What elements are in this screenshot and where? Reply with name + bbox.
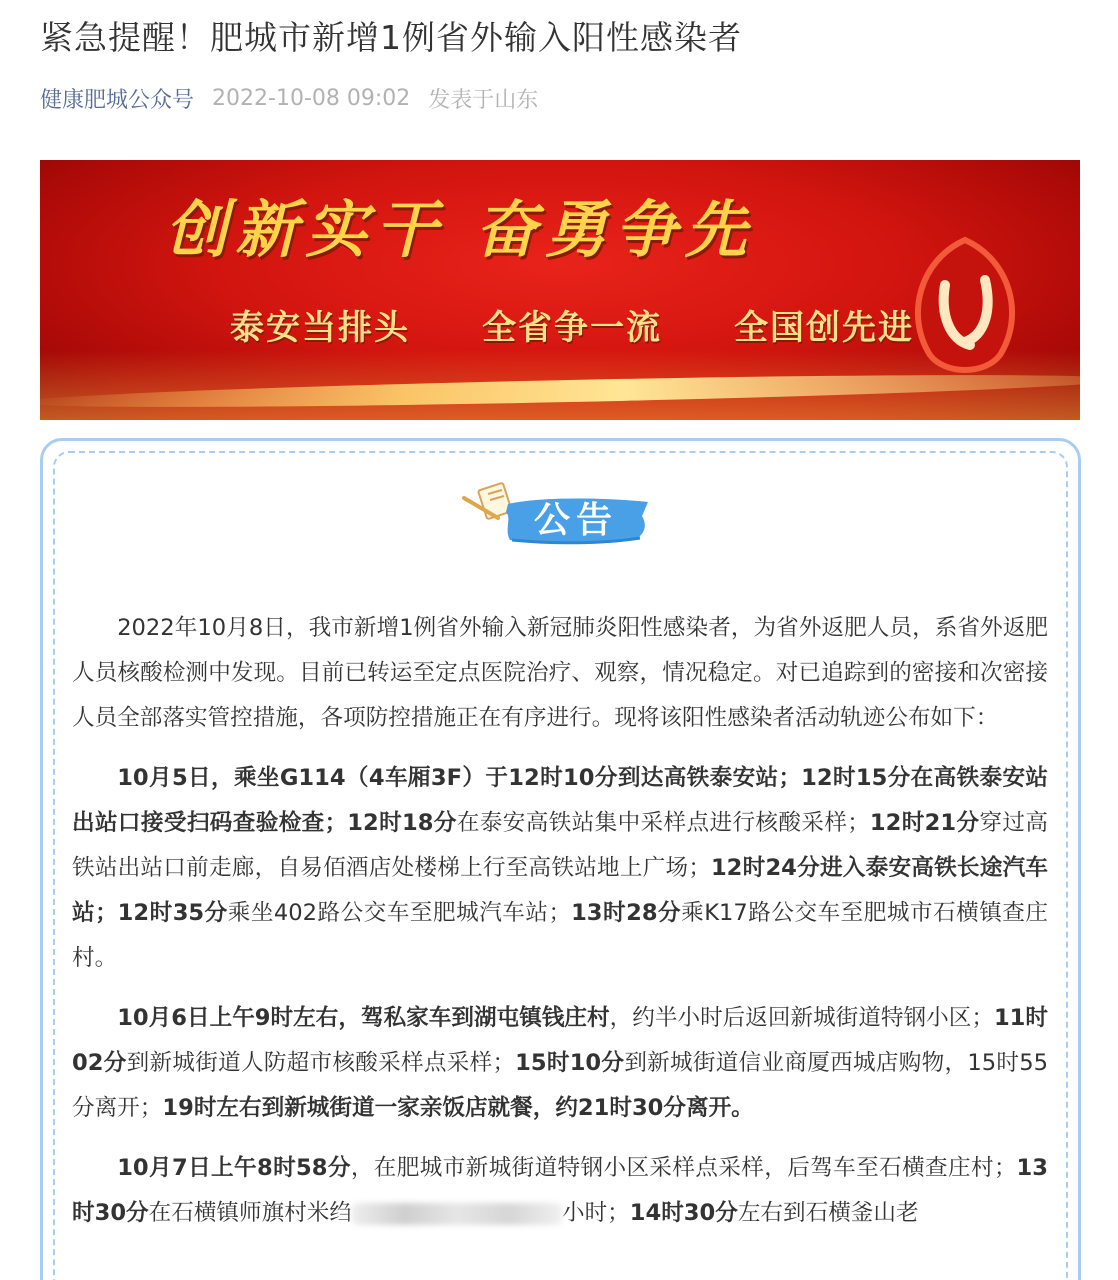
banner-sub: 泰安当排头 <box>230 308 410 348</box>
paragraph-oct7 <box>72 1146 1048 1236</box>
notice-label: 公告 <box>534 500 619 541</box>
paragraph-intro: 2022年10月8日，我市新增1例省外输入新冠肺炎阳性感染者，为省外返肥人员，系省外返肥人员核酸检测中发现。目前已转运至定点医院治疗、观察，情况稳定。对已追踪到的密接和次密接人员全部落实管控措施，各项防控措施正在有序进行。现将该阳性感染者活动轨迹公布如下： <box>72 615 1048 731</box>
plain-text: 小时； <box>561 1200 630 1226</box>
banner-sub: 全省争一流 <box>482 308 662 348</box>
bold-text: 13时30分 <box>72 1155 1048 1226</box>
plain-text: 在石横镇师旗村米绉 <box>148 1200 352 1226</box>
paragraph-oct5 <box>72 756 1048 981</box>
bold-text: 14时30分 <box>629 1200 738 1226</box>
banner-sub: 全国创先进 <box>734 308 914 348</box>
bold-text: 12时24分进入泰安高铁长途汽车站；12时35分 <box>72 855 1049 926</box>
banner-image <box>40 160 1080 420</box>
article-title: 紧急提醒！肥城市新增1例省外输入阳性感染者 <box>40 18 742 57</box>
bold-text: 10月6日上午9时左右，驾私家车到湖屯镇钱庄村 <box>117 1005 610 1031</box>
plain-text: 乘坐402路公交车至肥城汽车站； <box>227 900 572 926</box>
plain-text: 到新城街道人防超市核酸采样点采样； <box>126 1050 516 1076</box>
plain-text: ，约半小时后返回新城街道特钢小区； <box>609 1005 994 1031</box>
bold-text: 19时左右到新城街道一家亲饭店就餐，约21时30分离开。 <box>162 1095 754 1121</box>
account-link[interactable]: 健康肥城公众号 <box>40 87 195 113</box>
bold-text: 13时28分 <box>571 900 682 926</box>
plain-text: 到新城街道信业商厦西城店购物，15时55分离开； <box>72 1050 1049 1121</box>
bold-text: 10月5日，乘坐G114（4车厢3F）于12时10分到达高铁泰安站；12时15分在高铁泰安站出站口接受扫码查验检查；12时18分 <box>72 765 1048 836</box>
banner-slogan: 创新实干 奋勇争先 <box>165 193 755 266</box>
plain-text: 穿过高铁站出站口前走廊，自易佰酒店处楼梯上行至高铁站地上广场； <box>72 810 1048 881</box>
notice-heading <box>462 480 662 555</box>
party-emblem-icon <box>900 230 1030 380</box>
publish-location: 发表于山东 <box>428 87 539 113</box>
publish-date: 2022-10-08 09:02 <box>212 85 411 111</box>
article-meta <box>40 80 538 116</box>
bold-text: 10月7日上午8时58分 <box>117 1155 351 1181</box>
bold-text: 15时10分 <box>515 1050 625 1076</box>
article-content <box>72 606 1048 1251</box>
plain-text: 左右到石横釜山老 <box>737 1200 919 1226</box>
redacted-blur <box>352 1203 562 1225</box>
plain-text: ，在肥城市新城街道特钢小区采样点采样，后驾车至石横查庄村； <box>350 1155 1017 1181</box>
plain-text: 乘K17路公交车至肥城市石横镇查庄村。 <box>72 900 1048 971</box>
banner-sub-row <box>230 300 914 349</box>
plain-text: 在泰安高铁站集中采样点进行核酸采样； <box>456 810 870 836</box>
bold-text: 11时02分 <box>72 1005 1049 1076</box>
paragraph-oct6 <box>72 996 1048 1131</box>
bold-text: 12时21分 <box>869 810 980 836</box>
